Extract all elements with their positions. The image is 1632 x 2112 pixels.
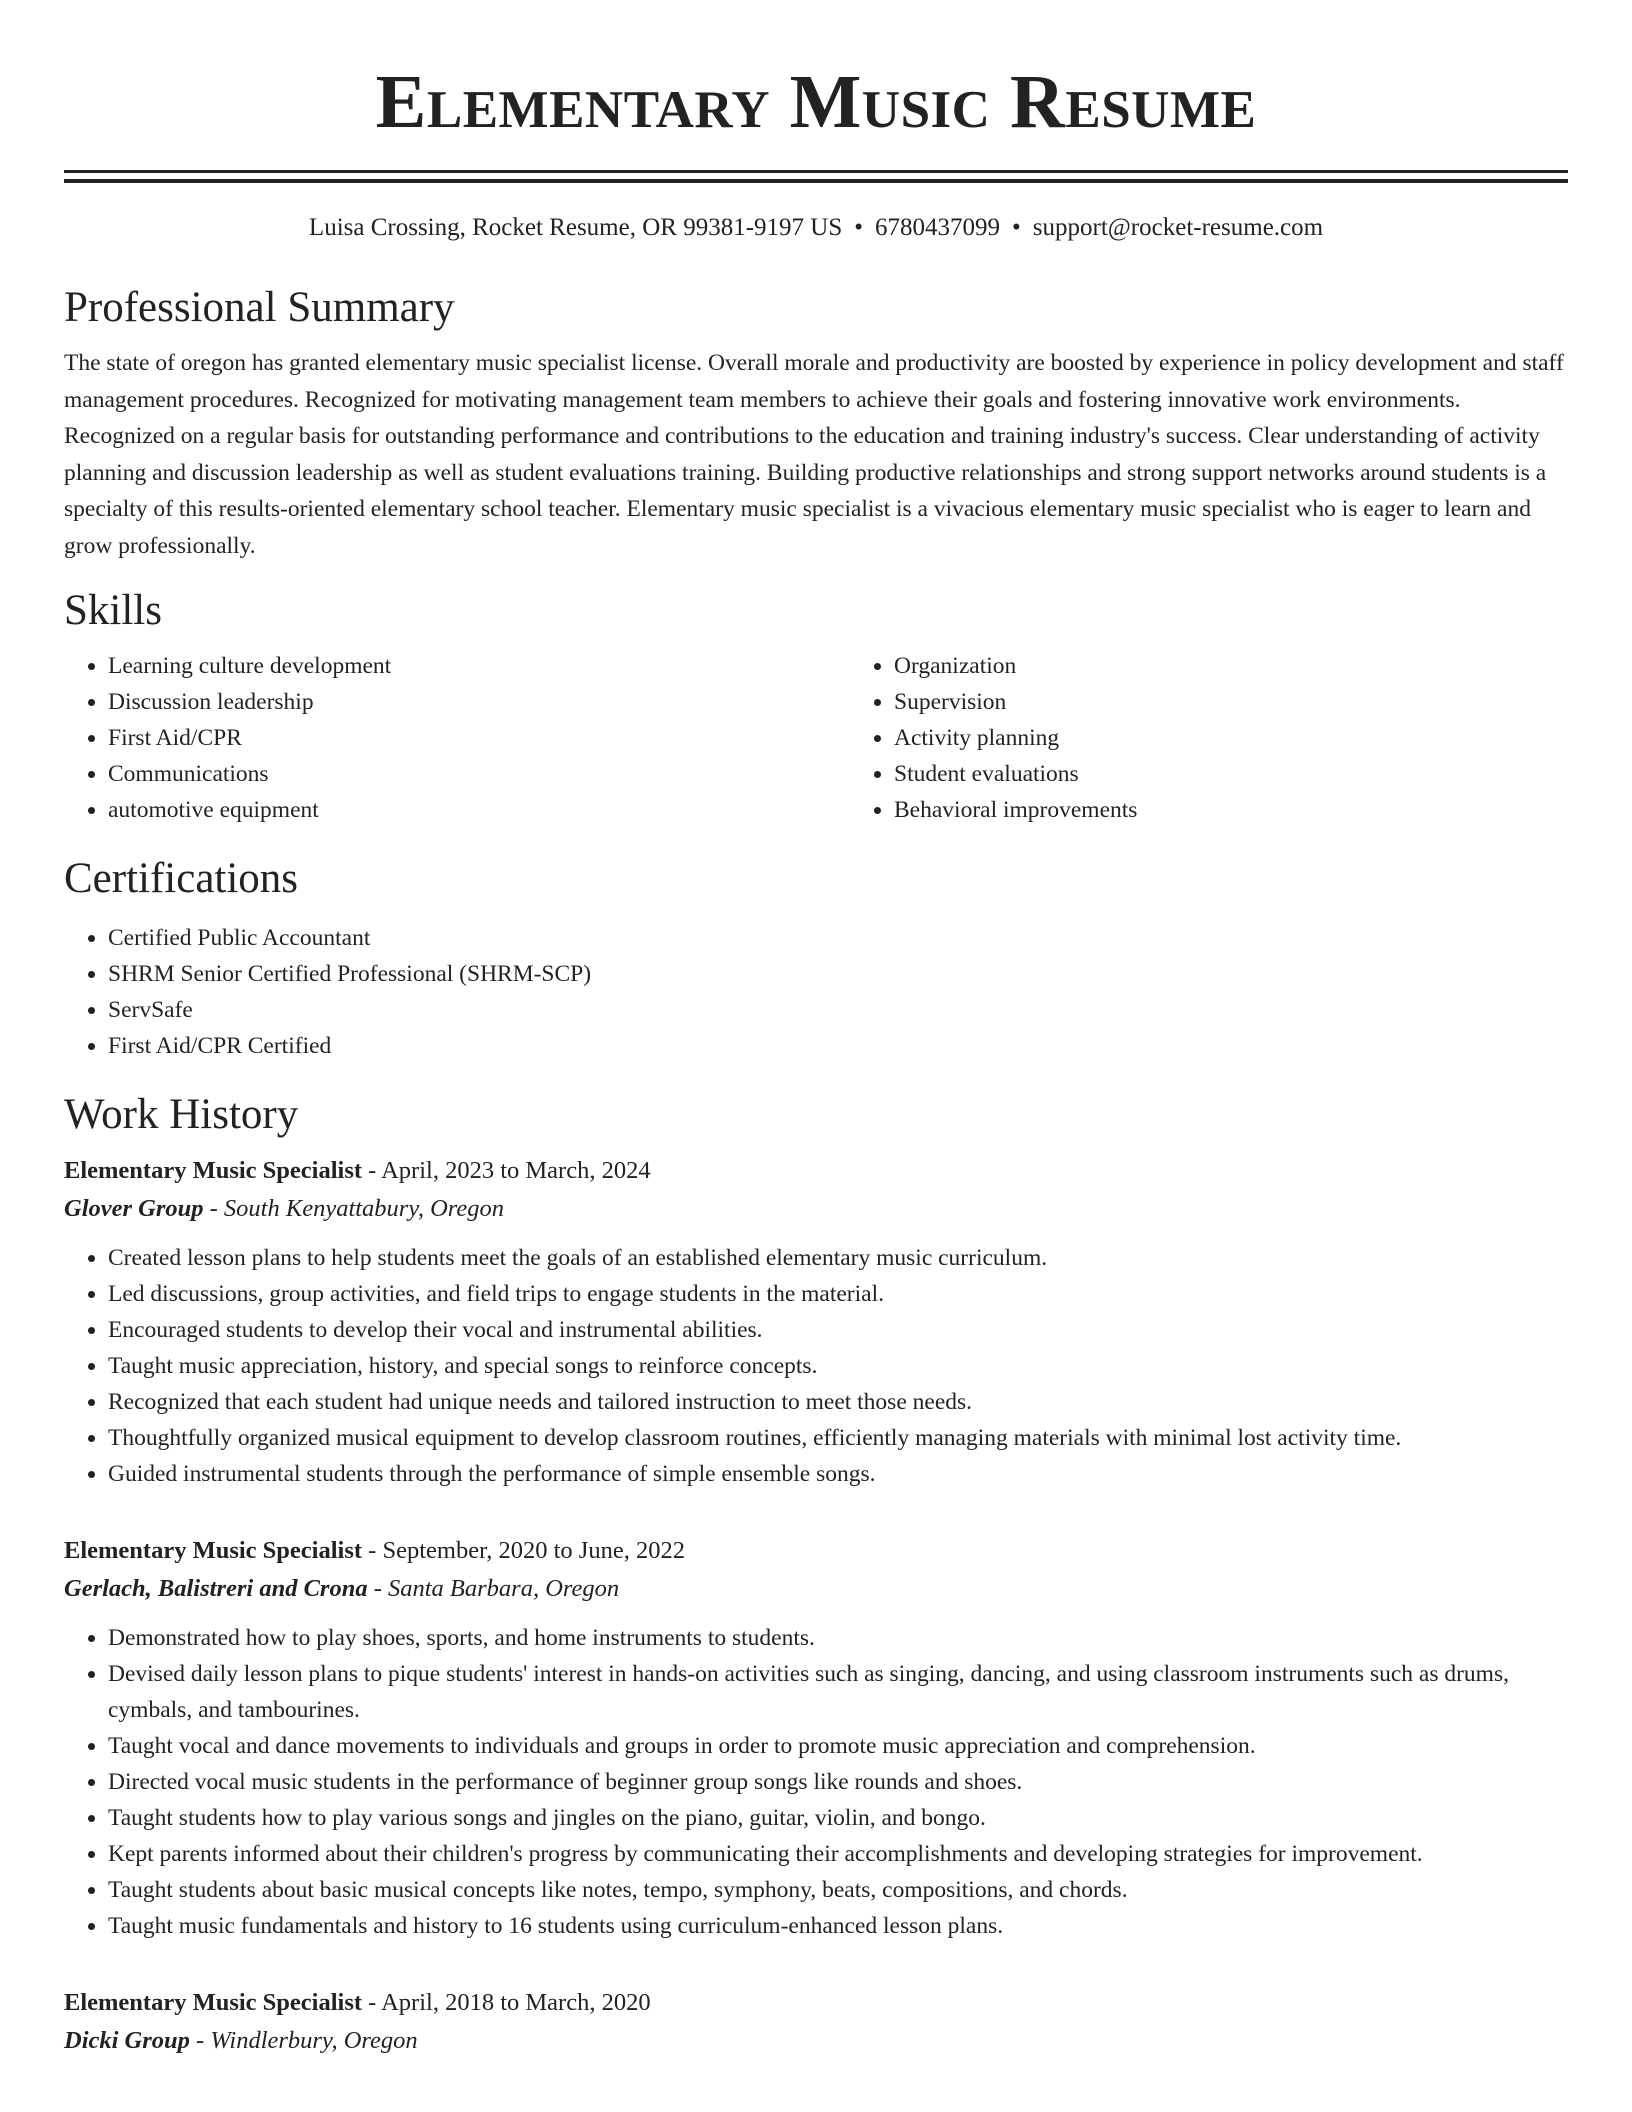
- job-entry: [64, 1532, 1568, 1944]
- contact-phone: 6780437099: [875, 214, 1001, 241]
- job-title-line: [64, 1984, 1568, 2022]
- skills-list-right: [850, 648, 1632, 828]
- contact-line: [64, 213, 1568, 243]
- skill-item: • Behavioral improvements: [894, 792, 1632, 828]
- certification-item: • Certified Public Accountant: [108, 920, 1568, 956]
- skills-heading: Skills: [64, 587, 162, 634]
- job-duty-item: • Kept parents informed about their children's progress by communicating their accomplishments and developing strategies for improvement.: [108, 1836, 1568, 1872]
- job-duty-item: • Taught vocal and dance movements to individuals and groups in order to promote music appreciation and comprehension.: [108, 1728, 1568, 1764]
- job-duty-item: • Created lesson plans to help students meet the goals of an established elementary music curriculum.: [108, 1240, 1568, 1276]
- job-company-line: [64, 2022, 1568, 2060]
- skill-item: • Organization: [894, 648, 1632, 684]
- job-duty-item: • Encouraged students to develop their vocal and instrumental abilities.: [108, 1312, 1568, 1348]
- job-duties-list: [64, 1620, 1568, 1944]
- certification-item: • First Aid/CPR Certified: [108, 1028, 1568, 1064]
- work-history-heading: Work History: [64, 1091, 299, 1138]
- summary-text: The state of oregon has granted elementary music specialist license. Overall morale and productivity are boosted by experience in policy development and staff management procedures. Recognized for motivating management team members to achieve their goals and fostering innovative work environments. Recognized on a regular basis for outstanding performance and contributions to the education and training industry's success. Clear understanding of activity planning and discussion leadership as well as student evaluations training. Building productive relationships and strong support networks around students is a specialty of this results-oriented elementary school teacher. Elementary music specialist is a vivacious elementary music specialist who is eager to learn and grow professionally.: [64, 350, 1564, 559]
- job-title-line: [64, 1152, 1568, 1190]
- job-duty-item: • Taught music appreciation, history, and special songs to reinforce concepts.: [108, 1348, 1568, 1384]
- job-duty-item: • Directed vocal music students in the performance of beginner group songs like rounds and shoes.: [108, 1764, 1568, 1800]
- certifications-heading: Certifications: [64, 855, 299, 902]
- title-rule-top: [64, 170, 1568, 173]
- job-dates: - April, 2018 to March, 2020: [362, 1989, 651, 2016]
- job-entry: [64, 1984, 1568, 2060]
- skills-columns: [64, 648, 1568, 828]
- job-dates: - September, 2020 to June, 2022: [362, 1537, 685, 1564]
- skills-list-left: [64, 648, 850, 828]
- job-duties-list: [64, 1240, 1568, 1492]
- skill-item: • Activity planning: [894, 720, 1632, 756]
- job-duty-item: • Devised daily lesson plans to pique students' interest in hands-on activities such as singing, dancing, and using classroom instruments such as drums, cymbals, and tambourines.: [108, 1656, 1568, 1728]
- skill-item: • automotive equipment: [108, 792, 850, 828]
- job-title: Elementary Music Specialist: [64, 1989, 363, 2016]
- job-dates: - April, 2023 to March, 2024: [362, 1157, 651, 1184]
- job-company-line: [64, 1570, 1568, 1608]
- job-duty-item: • Led discussions, group activities, and field trips to engage students in the material.: [108, 1276, 1568, 1312]
- skill-item: • Communications: [108, 756, 850, 792]
- skill-item: • Learning culture development: [108, 648, 850, 684]
- contact-separator: •: [1012, 214, 1021, 241]
- skill-item: • Student evaluations: [894, 756, 1632, 792]
- contact-address: Luisa Crossing, Rocket Resume, OR 99381-9197 US: [308, 214, 843, 241]
- job-company: Glover Group: [64, 1195, 204, 1222]
- job-location: - South Kenyattabury, Oregon: [203, 1195, 505, 1222]
- title-rule-bottom: [64, 179, 1568, 183]
- job-duty-item: • Taught students about basic musical concepts like notes, tempo, symphony, beats, compositions, and chords.: [108, 1872, 1568, 1908]
- certification-item: • SHRM Senior Certified Professional (SHRM-SCP): [108, 956, 1568, 992]
- contact-separator: •: [854, 214, 864, 241]
- job-location: - Santa Barbara, Oregon: [367, 1575, 620, 1602]
- job-company-line: [64, 1190, 1568, 1228]
- job-title: Elementary Music Specialist: [64, 1537, 363, 1564]
- job-duty-item: • Demonstrated how to play shoes, sports, and home instruments to students.: [108, 1620, 1568, 1656]
- skill-item: • First Aid/CPR: [108, 720, 850, 756]
- job-company: Gerlach, Balistreri and Crona: [64, 1575, 368, 1602]
- job-entry: [64, 1152, 1568, 1492]
- job-title-line: [64, 1532, 1568, 1570]
- job-duty-item: • Recognized that each student had unique needs and tailored instruction to meet those needs.: [108, 1384, 1568, 1420]
- job-duty-item: • Guided instrumental students through the performance of simple ensemble songs.: [108, 1456, 1568, 1492]
- job-duty-item: • Taught music fundamentals and history to 16 students using curriculum-enhanced lesson plans.: [108, 1908, 1568, 1944]
- job-location: - Windlerbury, Oregon: [189, 2027, 418, 2054]
- job-duty-item: • Thoughtfully organized musical equipment to develop classroom routines, efficiently managing materials with minimal lost activity time.: [108, 1420, 1568, 1456]
- contact-email: support@rocket-resume.com: [1032, 214, 1324, 241]
- skill-item: • Supervision: [894, 684, 1632, 720]
- job-duty-item: • Taught students how to play various songs and jingles on the piano, guitar, violin, and bongo.: [108, 1800, 1568, 1836]
- job-company: Dicki Group: [64, 2027, 190, 2054]
- job-title: Elementary Music Specialist: [64, 1157, 363, 1184]
- summary-heading: Professional Summary: [64, 284, 455, 331]
- skill-item: • Discussion leadership: [108, 684, 850, 720]
- certification-item: • ServSafe: [108, 992, 1568, 1028]
- resume-title: Elementary Music Resume: [375, 60, 1257, 144]
- certifications-list: [64, 920, 1568, 1064]
